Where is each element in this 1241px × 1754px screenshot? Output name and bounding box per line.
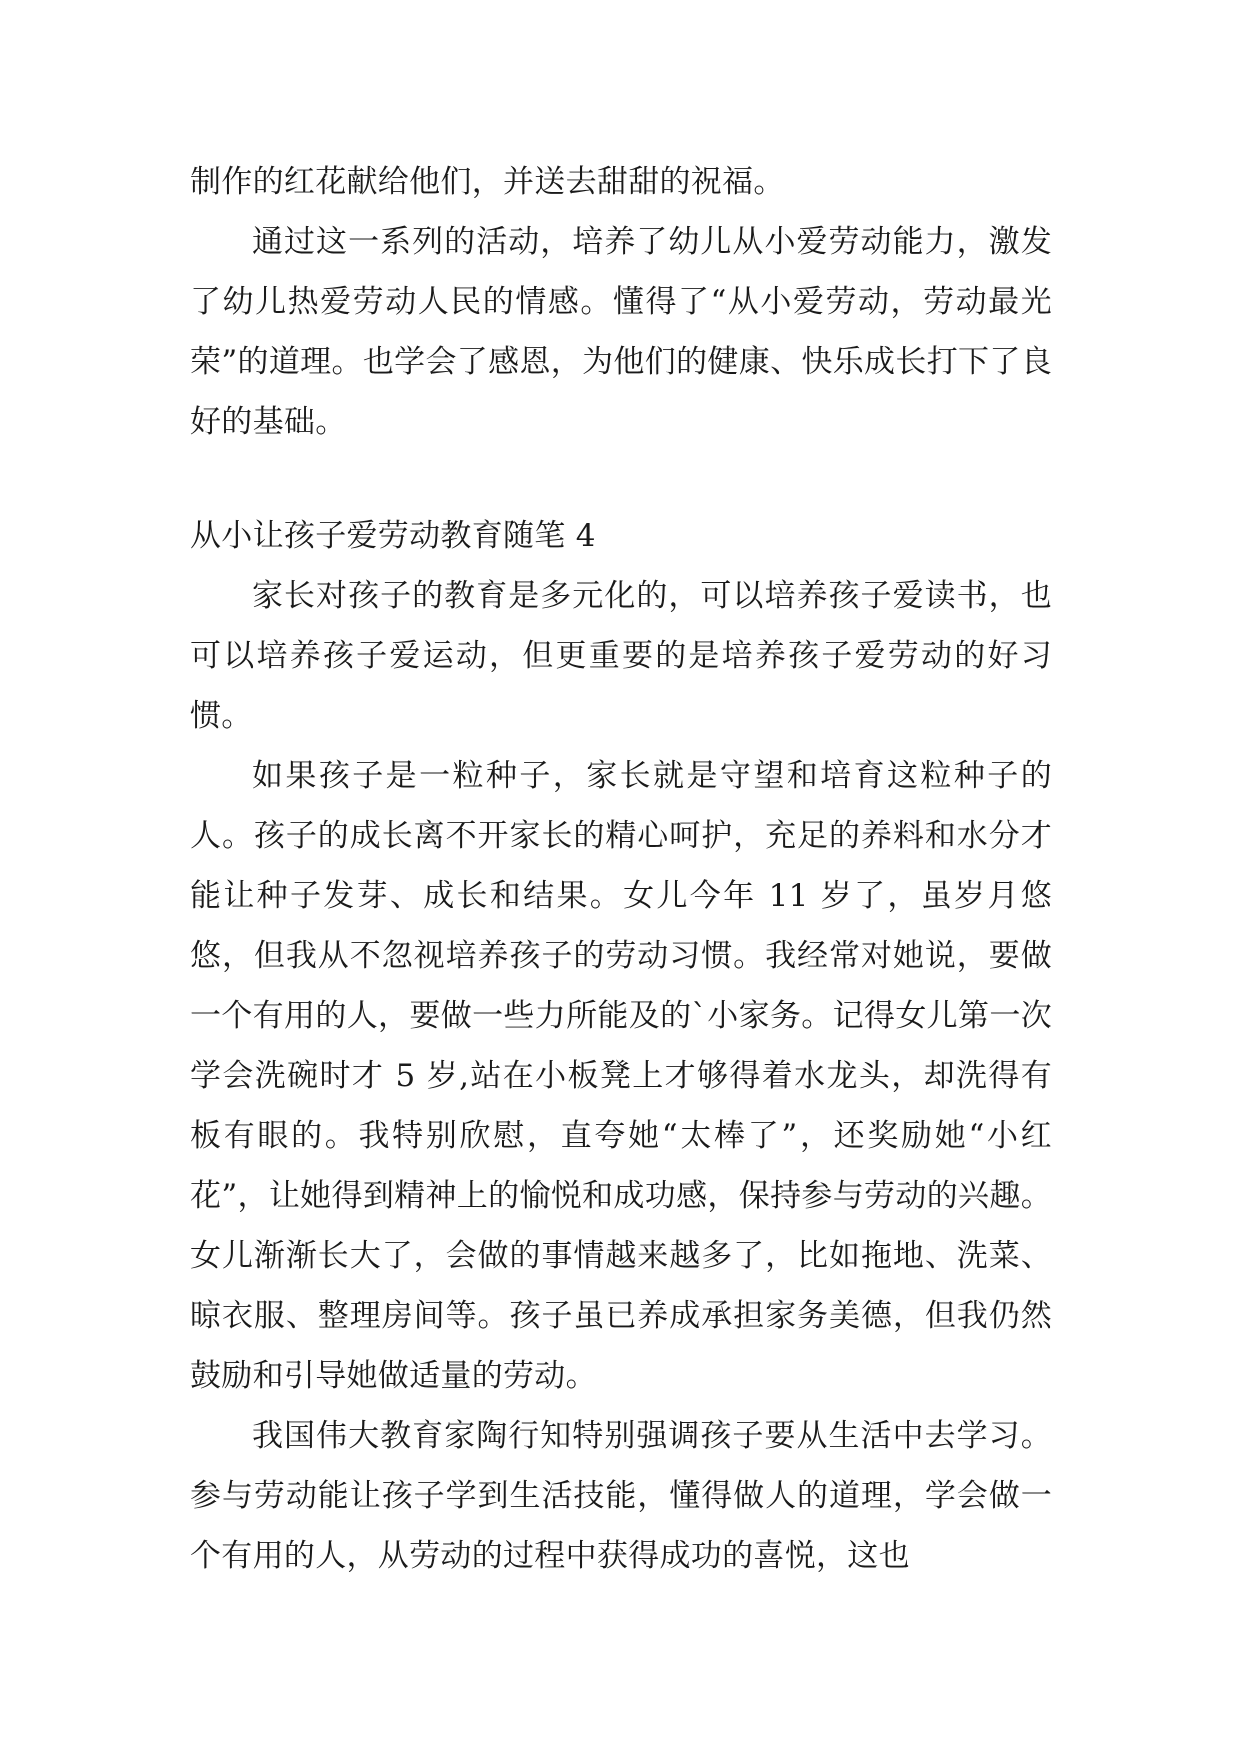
summary-paragraph: 通过这一系列的活动，培养了幼儿从小爱劳动能力，激发了幼儿热爱劳动人民的情感。懂得了“从小爱劳动，劳动最光荣”的道理。也学会了感恩，为他们的健康、快乐成长打下了良好的基础。 <box>190 224 1052 440</box>
section-heading: 从小让孩子爱劳动教育随笔 4 <box>190 518 596 554</box>
body-paragraph-3: 我国伟大教育家陶行知特别强调孩子要从生活中去学习。参与劳动能让孩子学到生活技能，懂得做人的道理，学会做一个有用的人，从劳动的过程中获得成功的喜悦，这也 <box>190 1418 1052 1574</box>
body-paragraph-1: 家长对孩子的教育是多元化的，可以培养孩子爱读书，也可以培养孩子爱运动，但更重要的是培养孩子爱劳动的好习惯。 <box>190 578 1052 734</box>
continuation-paragraph: 制作的红花献给他们，并送去甜甜的祝福。 <box>190 164 785 200</box>
body-paragraph-2: 如果孩子是一粒种子，家长就是守望和培育这粒种子的人。孩子的成长离不开家长的精心呵护，充足的养料和水分才能让种子发芽、成长和结果。女儿今年 11 岁了，虽岁月悠悠，但我从不忽视培养孩子的劳动习惯。我经常对她说，要做一个有用的人，要做一些力所能及的`小家务。记得女儿第一次学会洗碗时才 5 岁,站在小板凳上才够得着水龙头，却洗得有板有眼的。我特别欣慰，直夸她“太棒了”，还奖励她“小红花”，让她得到精神上的愉悦和成功感，保持参与劳动的兴趣。女儿渐渐长大了，会做的事情越来越多了，比如拖地、洗菜、晾衣服、整理房间等。孩子虽已养成承担家务美德，但我仍然鼓励和引导她做适量的劳动。 <box>190 758 1052 1394</box>
essay-section-4 <box>190 506 1052 1586</box>
previous-section-ending <box>190 152 1052 452</box>
